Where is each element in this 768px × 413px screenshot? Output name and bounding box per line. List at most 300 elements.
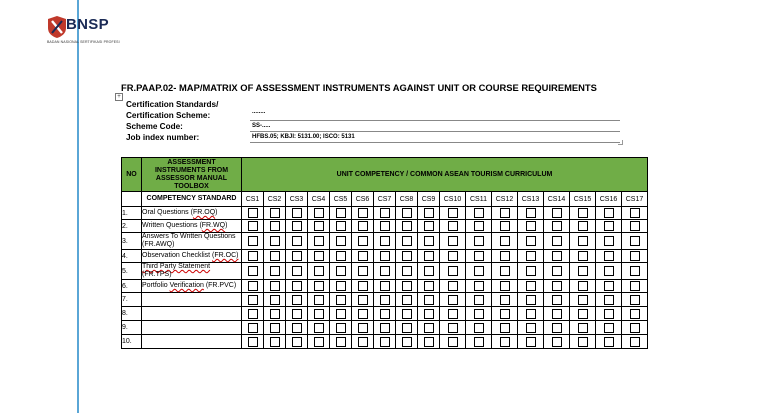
checkbox[interactable] — [380, 281, 390, 291]
checkbox[interactable] — [424, 281, 434, 291]
checkbox[interactable] — [380, 323, 390, 333]
checkbox[interactable] — [630, 309, 640, 319]
document-title: FR.PAAP.02- MAP/MATRIX OF ASSESSMENT INSTRUMENTS AGAINST UNIT OR COURSE REQUIREMENTS — [121, 82, 597, 93]
table-row — [122, 307, 648, 321]
checkbox[interactable] — [604, 251, 614, 261]
checkbox[interactable] — [630, 266, 640, 276]
checkbox[interactable] — [314, 309, 324, 319]
checkbox[interactable] — [248, 323, 258, 333]
checkbox-cell — [518, 263, 544, 280]
checkbox-cell — [622, 307, 648, 321]
checkbox[interactable] — [270, 236, 280, 246]
checkbox[interactable] — [270, 281, 280, 291]
checkbox[interactable] — [380, 236, 390, 246]
checkbox[interactable] — [358, 251, 368, 261]
checkbox-cell — [492, 280, 518, 293]
checkbox[interactable] — [474, 323, 484, 333]
checkbox[interactable] — [424, 208, 434, 218]
checkbox-cell — [330, 220, 352, 233]
job-index-value: HFBS.05; KBJI: 5131.00; ISCO: 5131 — [252, 134, 355, 140]
corner-mark — [618, 140, 623, 145]
checkbox-cell — [374, 220, 396, 233]
checkbox[interactable] — [448, 281, 458, 291]
checkbox-cell — [518, 293, 544, 307]
checkbox[interactable] — [358, 337, 368, 347]
checkbox[interactable] — [314, 208, 324, 218]
checkbox-cell — [418, 233, 440, 250]
checkbox[interactable] — [526, 295, 536, 305]
checkbox[interactable] — [292, 323, 302, 333]
checkbox-cell — [352, 263, 374, 280]
checkbox-cell — [570, 250, 596, 263]
checkbox-cell — [544, 233, 570, 250]
checkbox[interactable] — [424, 323, 434, 333]
checkbox[interactable] — [248, 281, 258, 291]
checkbox[interactable] — [552, 337, 562, 347]
checkbox[interactable] — [248, 295, 258, 305]
checkbox[interactable] — [578, 221, 588, 231]
checkbox[interactable] — [474, 309, 484, 319]
checkbox[interactable] — [526, 236, 536, 246]
scheme-code-value: SS-..... — [252, 123, 271, 129]
cs-column-header: CS6 — [352, 192, 374, 207]
checkbox-cell — [242, 250, 264, 263]
instrument-text: Answers To Written Questions (FR.AWQ) — [142, 233, 236, 248]
checkbox[interactable] — [248, 236, 258, 246]
checkbox-cell — [374, 250, 396, 263]
checkbox-cell — [492, 250, 518, 263]
row-number: 5. — [122, 263, 142, 280]
instrument-code: FR.OQ — [192, 209, 216, 216]
instrument-suffix: ) — [225, 222, 228, 229]
checkbox[interactable] — [578, 208, 588, 218]
checkbox-cell — [308, 307, 330, 321]
scheme-code-label: Scheme Code: — [126, 122, 183, 131]
row-number: 7. — [122, 293, 142, 307]
checkbox[interactable] — [500, 337, 510, 347]
checkbox[interactable] — [448, 295, 458, 305]
checkbox[interactable] — [270, 337, 280, 347]
checkbox-cell — [440, 307, 466, 321]
checkbox[interactable] — [604, 323, 614, 333]
instrument-suffix: (FR.TPS) — [142, 271, 172, 278]
checkbox[interactable] — [500, 251, 510, 261]
checkbox[interactable] — [336, 236, 346, 246]
checkbox[interactable] — [424, 251, 434, 261]
checkbox[interactable] — [604, 337, 614, 347]
checkbox-cell — [264, 293, 286, 307]
checkbox[interactable] — [402, 337, 412, 347]
checkbox[interactable] — [292, 266, 302, 276]
instrument-text: Written Questions ( — [142, 222, 202, 229]
checkbox-cell — [440, 250, 466, 263]
checkbox-cell — [286, 280, 308, 293]
checkbox[interactable] — [336, 281, 346, 291]
checkbox[interactable] — [248, 221, 258, 231]
checkbox[interactable] — [474, 208, 484, 218]
checkbox[interactable] — [270, 295, 280, 305]
checkbox[interactable] — [526, 208, 536, 218]
checkbox[interactable] — [314, 281, 324, 291]
checkbox[interactable] — [248, 208, 258, 218]
table-row — [122, 250, 648, 263]
checkbox[interactable] — [448, 266, 458, 276]
checkbox-cell — [330, 307, 352, 321]
checkbox[interactable] — [526, 266, 536, 276]
no-column-header: NO — [122, 158, 142, 192]
checkbox[interactable] — [270, 251, 280, 261]
checkbox[interactable] — [314, 337, 324, 347]
checkbox[interactable] — [500, 281, 510, 291]
checkbox-cell — [466, 293, 492, 307]
checkbox-cell — [352, 250, 374, 263]
checkbox[interactable] — [526, 337, 536, 347]
checkbox[interactable] — [604, 208, 614, 218]
checkbox[interactable] — [552, 208, 562, 218]
checkbox[interactable] — [424, 221, 434, 231]
checkbox[interactable] — [380, 251, 390, 261]
logo-brand: BNSP — [66, 16, 109, 33]
checkbox[interactable] — [336, 221, 346, 231]
checkbox[interactable] — [292, 251, 302, 261]
certification-scheme-value: ........ — [252, 109, 266, 115]
checkbox-cell — [352, 280, 374, 293]
checkbox-cell — [492, 335, 518, 349]
checkbox[interactable] — [402, 309, 412, 319]
checkbox[interactable] — [402, 251, 412, 261]
checkbox-cell — [518, 321, 544, 335]
checkbox-cell — [596, 335, 622, 349]
checkbox[interactable] — [474, 295, 484, 305]
checkbox[interactable] — [270, 323, 280, 333]
checkbox-cell — [622, 335, 648, 349]
checkbox[interactable] — [292, 295, 302, 305]
checkbox-cell — [308, 207, 330, 220]
row-number: 9. — [122, 321, 142, 335]
checkbox-cell — [286, 263, 308, 280]
checkbox[interactable] — [578, 323, 588, 333]
field-underline — [250, 142, 620, 143]
checkbox[interactable] — [358, 208, 368, 218]
checkbox[interactable] — [336, 337, 346, 347]
checkbox-cell — [374, 207, 396, 220]
checkbox[interactable] — [248, 266, 258, 276]
checkbox[interactable] — [500, 323, 510, 333]
checkbox[interactable] — [358, 236, 368, 246]
checkbox-cell — [330, 233, 352, 250]
assessment-matrix-table — [121, 157, 648, 349]
checkbox-cell — [544, 263, 570, 280]
checkbox[interactable] — [292, 309, 302, 319]
checkbox-cell — [492, 207, 518, 220]
checkbox-cell — [242, 220, 264, 233]
checkbox[interactable] — [314, 221, 324, 231]
checkbox[interactable] — [424, 236, 434, 246]
checkbox-cell — [374, 233, 396, 250]
checkbox[interactable] — [358, 281, 368, 291]
cs-column-header: CS1 — [242, 192, 264, 207]
checkbox-cell — [440, 280, 466, 293]
checkbox[interactable] — [448, 323, 458, 333]
checkbox[interactable] — [630, 281, 640, 291]
checkbox[interactable] — [578, 281, 588, 291]
checkbox[interactable] — [292, 281, 302, 291]
checkbox[interactable] — [630, 236, 640, 246]
cs-column-header: CS3 — [286, 192, 308, 207]
checkbox[interactable] — [336, 295, 346, 305]
checkbox[interactable] — [380, 266, 390, 276]
checkbox[interactable] — [526, 251, 536, 261]
checkbox-cell — [518, 307, 544, 321]
checkbox[interactable] — [448, 221, 458, 231]
checkbox-cell — [242, 321, 264, 335]
checkbox[interactable] — [314, 295, 324, 305]
checkbox[interactable] — [474, 251, 484, 261]
checkbox[interactable] — [448, 208, 458, 218]
checkbox-cell — [544, 307, 570, 321]
checkbox[interactable] — [578, 309, 588, 319]
checkbox[interactable] — [578, 337, 588, 347]
checkbox[interactable] — [578, 251, 588, 261]
checkbox[interactable] — [292, 221, 302, 231]
checkbox[interactable] — [474, 266, 484, 276]
checkbox[interactable] — [630, 251, 640, 261]
instrument-name — [142, 263, 242, 280]
blank-cell — [122, 192, 142, 207]
checkbox[interactable] — [336, 309, 346, 319]
checkbox-cell — [286, 207, 308, 220]
checkbox[interactable] — [578, 266, 588, 276]
row-number: 4. — [122, 250, 142, 263]
checkbox[interactable] — [402, 281, 412, 291]
checkbox[interactable] — [552, 251, 562, 261]
checkbox-cell — [330, 280, 352, 293]
checkbox[interactable] — [500, 236, 510, 246]
checkbox[interactable] — [314, 323, 324, 333]
checkbox-cell — [596, 207, 622, 220]
checkbox-cell — [544, 335, 570, 349]
checkbox[interactable] — [474, 236, 484, 246]
checkbox-cell — [492, 263, 518, 280]
checkbox-cell — [596, 280, 622, 293]
checkbox[interactable] — [424, 337, 434, 347]
checkbox[interactable] — [358, 323, 368, 333]
checkbox[interactable] — [314, 251, 324, 261]
checkbox-cell — [544, 293, 570, 307]
checkbox-cell — [596, 233, 622, 250]
instrument-code: Verification — [169, 282, 204, 289]
checkbox[interactable] — [448, 251, 458, 261]
checkbox-cell — [264, 280, 286, 293]
row-number: 8. — [122, 307, 142, 321]
checkbox[interactable] — [448, 337, 458, 347]
checkbox[interactable] — [358, 221, 368, 231]
bnsp-logo — [46, 13, 120, 49]
checkbox-cell — [418, 293, 440, 307]
row-number: 3. — [122, 233, 142, 250]
checkbox-cell — [242, 207, 264, 220]
checkbox[interactable] — [474, 221, 484, 231]
checkbox[interactable] — [500, 295, 510, 305]
checkbox[interactable] — [604, 236, 614, 246]
checkbox[interactable] — [552, 295, 562, 305]
checkbox-cell — [544, 321, 570, 335]
checkbox[interactable] — [552, 221, 562, 231]
checkbox-cell — [286, 220, 308, 233]
checkbox[interactable] — [500, 309, 510, 319]
checkbox-cell — [374, 280, 396, 293]
checkbox-cell — [492, 321, 518, 335]
checkbox[interactable] — [292, 208, 302, 218]
checkbox[interactable] — [336, 323, 346, 333]
checkbox[interactable] — [380, 208, 390, 218]
checkbox[interactable] — [424, 266, 434, 276]
checkbox-cell — [308, 263, 330, 280]
cs-column-header: CS5 — [330, 192, 352, 207]
checkbox-cell — [352, 207, 374, 220]
checkbox[interactable] — [292, 337, 302, 347]
checkbox-cell — [518, 335, 544, 349]
checkbox-cell — [466, 307, 492, 321]
checkbox[interactable] — [552, 323, 562, 333]
checkbox-cell — [418, 220, 440, 233]
checkbox[interactable] — [552, 309, 562, 319]
checkbox[interactable] — [552, 266, 562, 276]
checkbox[interactable] — [248, 251, 258, 261]
checkbox-cell — [374, 335, 396, 349]
checkbox-cell — [622, 220, 648, 233]
checkbox[interactable] — [358, 266, 368, 276]
checkbox-cell — [352, 335, 374, 349]
checkbox-cell — [418, 207, 440, 220]
checkbox[interactable] — [526, 221, 536, 231]
instrument-code: FR.WQ — [201, 222, 226, 229]
checkbox[interactable] — [336, 266, 346, 276]
checkbox-cell — [396, 321, 418, 335]
checkbox[interactable] — [270, 221, 280, 231]
instrument-code: (FR.OC) — [212, 252, 239, 259]
checkbox[interactable] — [500, 266, 510, 276]
checkbox-cell — [374, 307, 396, 321]
checkbox-cell — [622, 321, 648, 335]
table-row — [122, 220, 648, 233]
checkbox[interactable] — [402, 221, 412, 231]
checkbox-cell — [396, 263, 418, 280]
checkbox[interactable] — [248, 309, 258, 319]
checkbox[interactable] — [630, 208, 640, 218]
checkbox[interactable] — [552, 281, 562, 291]
checkbox-cell — [466, 207, 492, 220]
unit-competency-header: UNIT COMPETENCY / COMMON ASEAN TOURISM CURRICULUM — [242, 158, 648, 192]
checkbox[interactable] — [630, 221, 640, 231]
checkbox-cell — [396, 233, 418, 250]
cs-column-header: CS14 — [544, 192, 570, 207]
checkbox[interactable] — [474, 281, 484, 291]
checkbox[interactable] — [402, 323, 412, 333]
checkbox[interactable] — [424, 309, 434, 319]
checkbox[interactable] — [380, 309, 390, 319]
checkbox-cell — [570, 321, 596, 335]
checkbox-cell — [330, 293, 352, 307]
checkbox[interactable] — [402, 208, 412, 218]
instrument-name — [142, 307, 242, 321]
checkbox[interactable] — [402, 266, 412, 276]
checkbox-cell — [518, 207, 544, 220]
checkbox-cell — [264, 263, 286, 280]
checkbox-cell — [330, 207, 352, 220]
checkbox-cell — [396, 220, 418, 233]
checkbox[interactable] — [604, 281, 614, 291]
checkbox[interactable] — [424, 295, 434, 305]
checkbox[interactable] — [336, 208, 346, 218]
checkbox-cell — [596, 250, 622, 263]
checkbox[interactable] — [270, 309, 280, 319]
checkbox[interactable] — [604, 266, 614, 276]
checkbox[interactable] — [500, 208, 510, 218]
checkbox[interactable] — [448, 309, 458, 319]
row-number: 2. — [122, 220, 142, 233]
checkbox[interactable] — [578, 236, 588, 246]
checkbox[interactable] — [402, 236, 412, 246]
checkbox-cell — [352, 307, 374, 321]
checkbox[interactable] — [630, 337, 640, 347]
checkbox[interactable] — [380, 337, 390, 347]
checkbox[interactable] — [448, 236, 458, 246]
checkbox[interactable] — [380, 295, 390, 305]
checkbox[interactable] — [336, 251, 346, 261]
checkbox-cell — [518, 233, 544, 250]
checkbox[interactable] — [292, 236, 302, 246]
checkbox-cell — [396, 250, 418, 263]
checkbox[interactable] — [314, 266, 324, 276]
checkbox[interactable] — [248, 337, 258, 347]
checkbox[interactable] — [270, 266, 280, 276]
checkbox-cell — [440, 335, 466, 349]
checkbox[interactable] — [604, 221, 614, 231]
checkbox-cell — [330, 250, 352, 263]
checkbox[interactable] — [380, 221, 390, 231]
instrument-name — [142, 321, 242, 335]
checkbox[interactable] — [578, 295, 588, 305]
checkbox-cell — [242, 307, 264, 321]
instrument-text: Portfolio — [142, 282, 170, 289]
checkbox-cell — [544, 250, 570, 263]
checkbox-cell — [242, 263, 264, 280]
checkbox[interactable] — [314, 236, 324, 246]
checkbox[interactable] — [526, 323, 536, 333]
checkbox[interactable] — [270, 208, 280, 218]
checkbox[interactable] — [604, 295, 614, 305]
certification-scheme-label: Certification Scheme: — [126, 111, 211, 120]
checkbox[interactable] — [358, 295, 368, 305]
checkbox[interactable] — [604, 309, 614, 319]
checkbox-cell — [570, 293, 596, 307]
table-expand-handle[interactable]: + — [115, 93, 123, 101]
checkbox[interactable] — [552, 236, 562, 246]
checkbox[interactable] — [526, 281, 536, 291]
checkbox-cell — [570, 307, 596, 321]
checkbox[interactable] — [402, 295, 412, 305]
cs-column-header: CS13 — [518, 192, 544, 207]
checkbox[interactable] — [526, 309, 536, 319]
checkbox[interactable] — [500, 221, 510, 231]
checkbox[interactable] — [630, 323, 640, 333]
checkbox[interactable] — [630, 295, 640, 305]
checkbox[interactable] — [358, 309, 368, 319]
checkbox-cell — [264, 321, 286, 335]
checkbox-cell — [242, 280, 264, 293]
checkbox[interactable] — [474, 337, 484, 347]
